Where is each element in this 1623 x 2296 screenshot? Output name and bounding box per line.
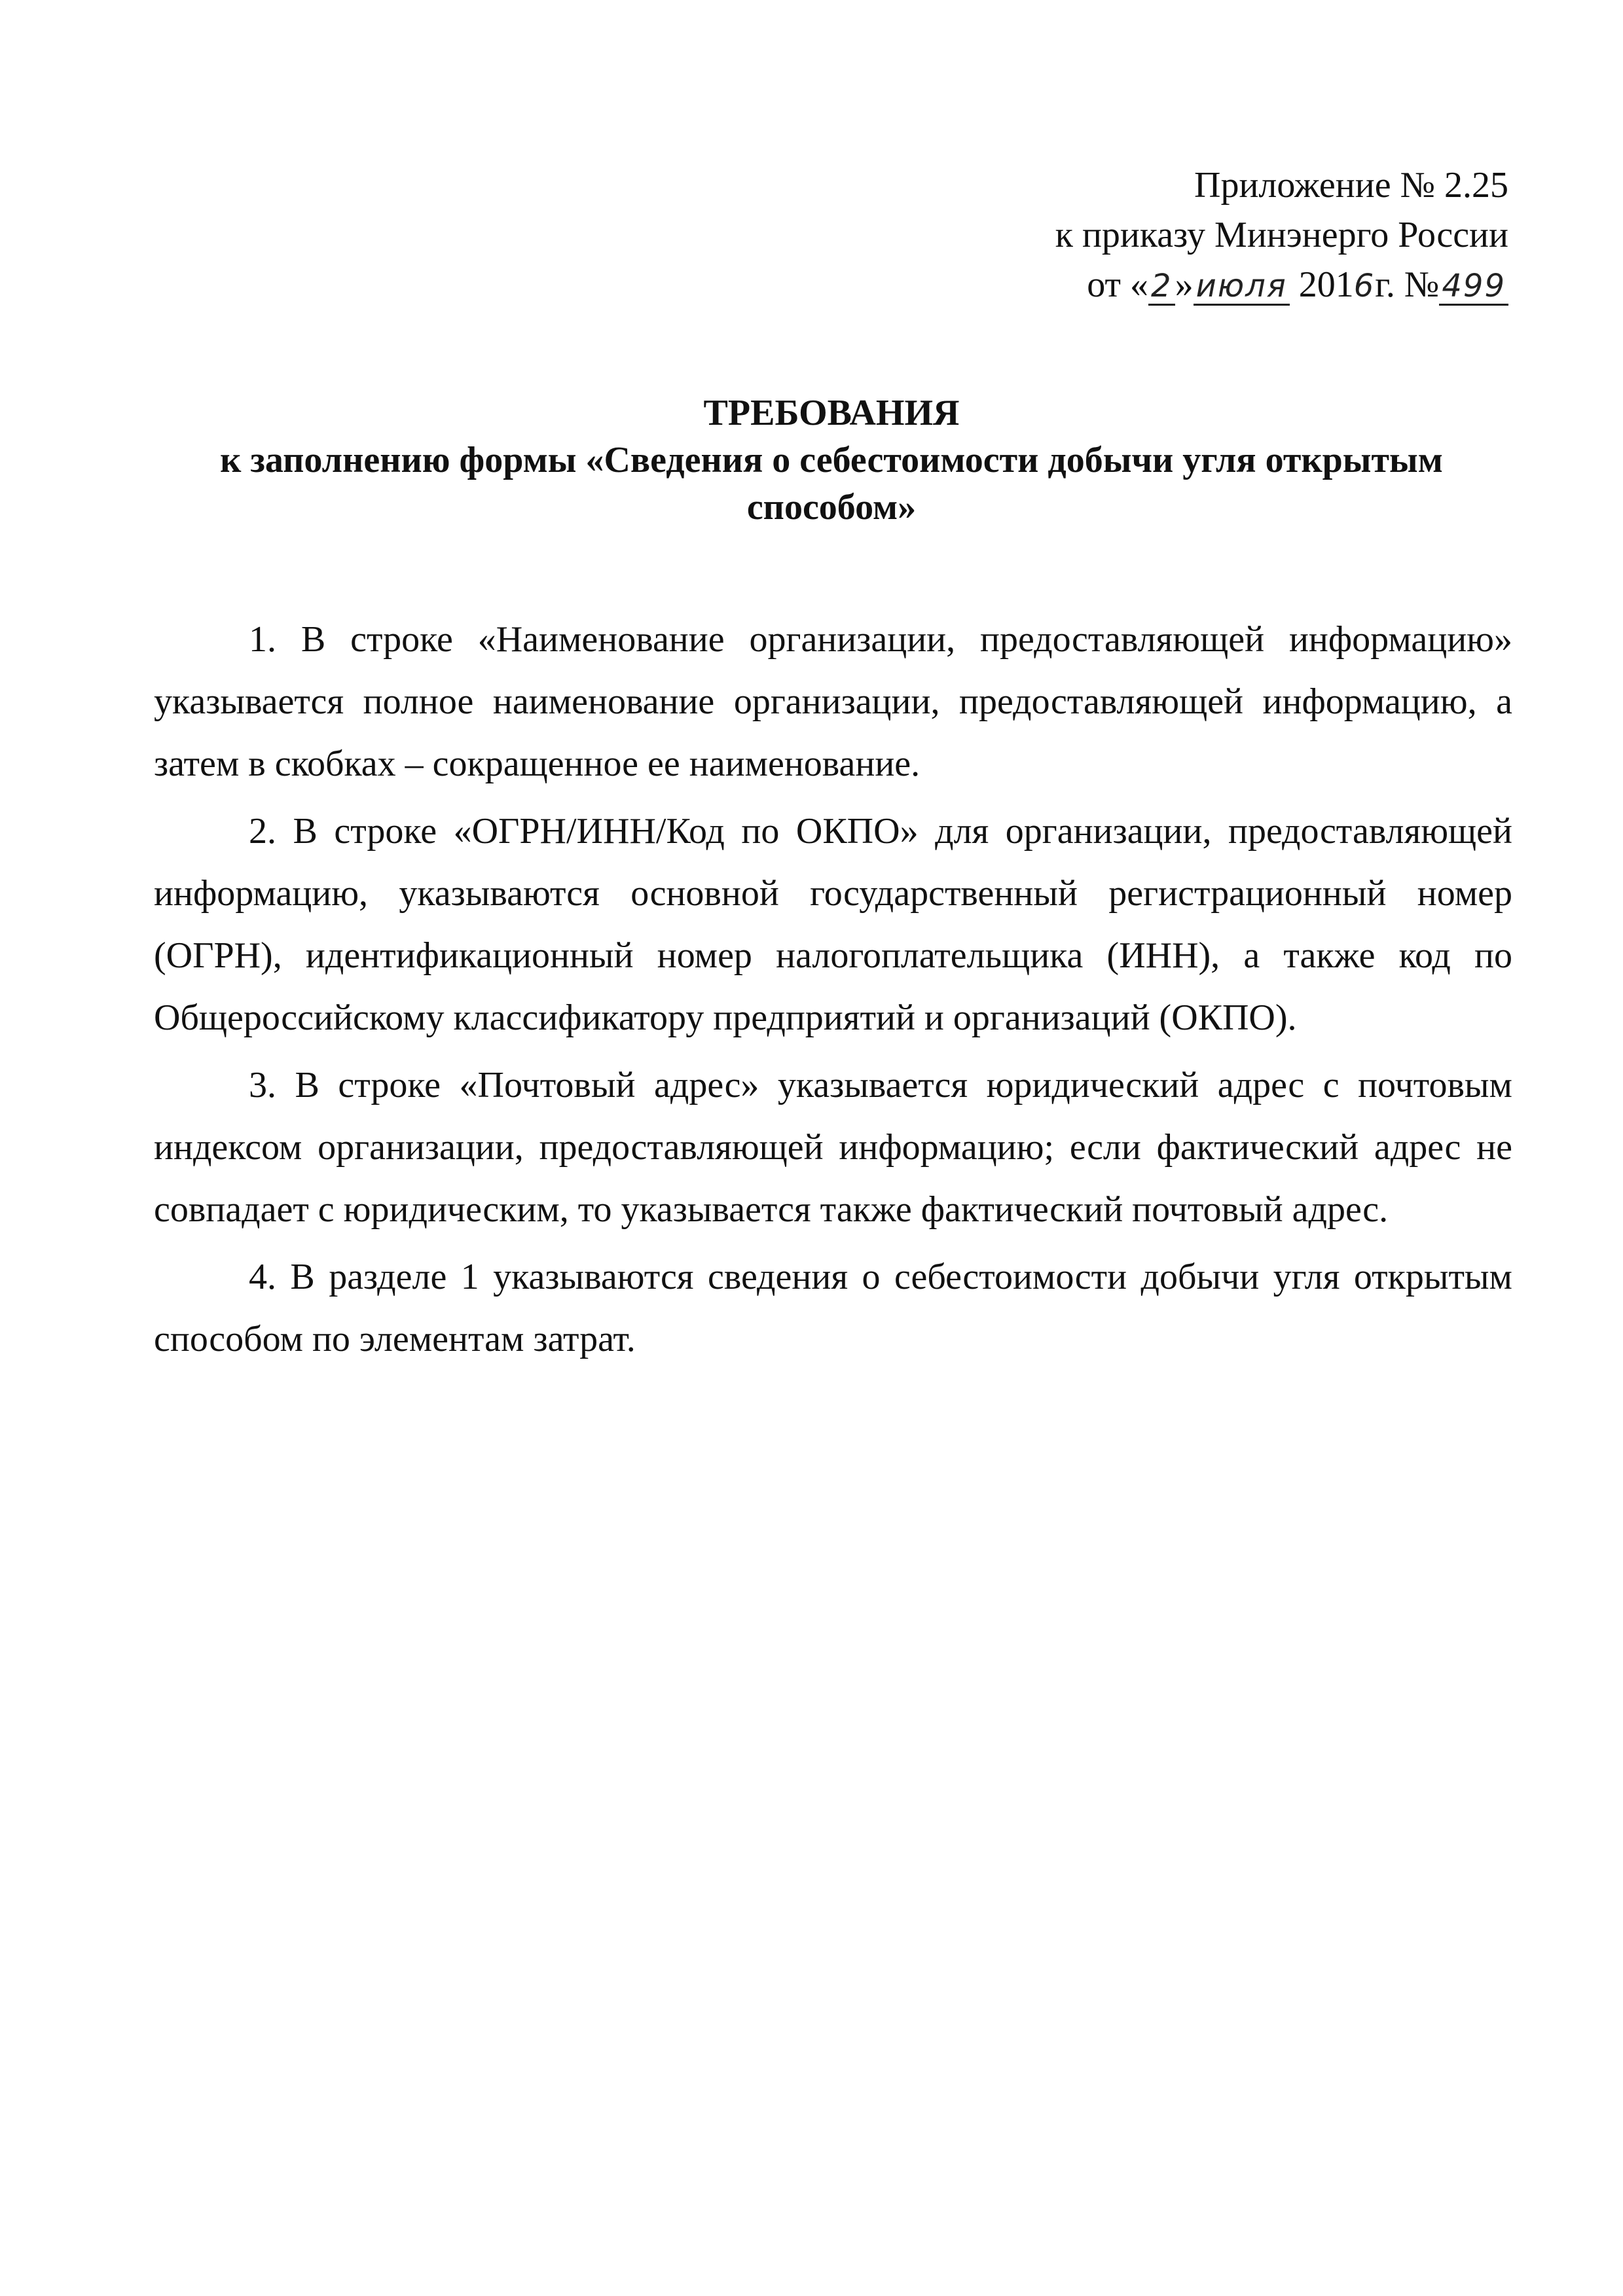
title-main: ТРЕБОВАНИЯ: [703, 393, 960, 433]
paragraph-3: 3. В строке «Почтовый адрес» указывается юридический адрес с почтовым индексом организации, предоставляющей информацию; если фактический адрес не совпадает с юридическим, то указывается также фактический почтовый адрес.: [154, 1065, 1512, 1230]
requirements-body: [154, 609, 1512, 1376]
order-date-line: [1055, 260, 1508, 311]
date-prefix: от «: [1087, 264, 1149, 305]
paragraph-1: 1. В строке «Наименование организации, предоставляющей информацию» указывается полное наименование организации, предоставляющей информацию, а затем в скобках – сокращенное ее наименование.: [154, 619, 1512, 784]
title-subtitle-line-1: к заполнению формы «Сведения о себестоимости добычи угля открытым: [220, 440, 1443, 480]
title-subtitle-line-2: способом»: [746, 487, 917, 528]
date-mid: »: [1175, 264, 1194, 305]
paragraph-2: 2. В строке «ОГРН/ИНН/Код по ОКПО» для организации, предоставляющей информацию, указываются основной государственный регистрационный номер (ОГРН), идентификационный номер налогоплательщика (ИНН), а также код по Общероссийскому классификатору предприятий и организаций (ОКПО).: [154, 811, 1512, 1038]
order-reference: к приказу Минэнерго России: [1055, 215, 1508, 255]
date-year-suffix: г. №: [1375, 264, 1440, 305]
handwritten-month: июля: [1194, 268, 1290, 306]
handwritten-year-digit: 6: [1353, 268, 1376, 304]
appendix-number: Приложение № 2.25: [1194, 165, 1508, 206]
date-year-prefix: 201: [1298, 264, 1354, 305]
paragraph-4: 4. В разделе 1 указываются сведения о себестоимости добычи угля открытым способом по элементам затрат.: [154, 1257, 1512, 1359]
appendix-header: [1055, 160, 1508, 311]
document-title: [177, 389, 1486, 531]
handwritten-order-number: 499: [1439, 268, 1508, 306]
handwritten-day: 2: [1148, 268, 1175, 306]
